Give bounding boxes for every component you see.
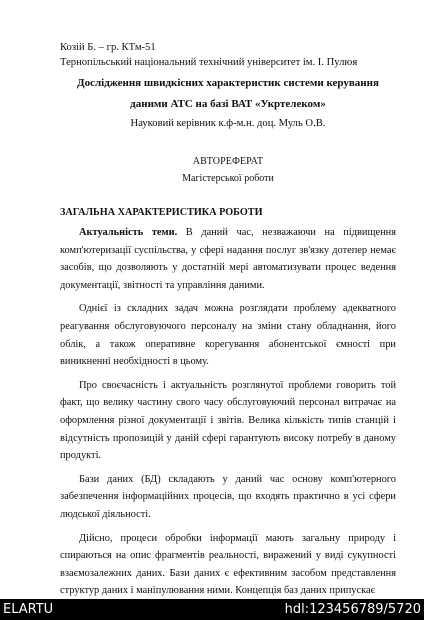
paragraph-relevance bbox=[60, 224, 396, 294]
university-line: Тернопільський національний технічний університет ім. І. Пулюя bbox=[60, 57, 358, 68]
paragraph-text: В даний час, незважаючи на підвищення комп'ютеризації суспільства, у сфері надання послуг зв'язку дотепер немає засобів, що дозволяють у достатній мері автоматизувати процес ведення документації, звітності та управління даними. bbox=[60, 227, 397, 291]
document-subtype: Магістерської роботи bbox=[182, 173, 274, 184]
supervisor-line: Науковий керівник к.ф-м.н. доц. Муль О.В. bbox=[130, 118, 326, 129]
document-content bbox=[60, 40, 396, 600]
handle-identifier: hdl:123456789/5720 bbox=[284, 602, 421, 617]
paper-title-line-1: Дослідження швидкісних характеристик системи керування bbox=[77, 77, 379, 89]
author-line: Козій Б. – гр. КТм-51 bbox=[60, 42, 156, 53]
document-type: АВТОРЕФЕРАТ bbox=[192, 156, 264, 167]
paper-title bbox=[60, 73, 396, 115]
paper-title-line-2: даними АТС на базі ВАТ «Укртелеком» bbox=[130, 98, 326, 110]
paragraph-2: Однієї із складних задач можна розглядати проблему адекватного реагування обслуговуючого персоналу на зміни стану обладнання, його облік, а також оперативне корегування абонентської ємності при виникненні необхідності в цьому. bbox=[60, 303, 396, 368]
section-heading: ЗАГАЛЬНА ХАРАКТЕРИСТИКА РОБОТИ bbox=[60, 207, 263, 218]
paragraph-lead: Актуальність теми. bbox=[79, 227, 178, 238]
repository-name: ELARTU bbox=[3, 602, 54, 617]
paragraph-5: Дійсно, процеси обробки інформації мають загальну природу і спираються на опис фрагментів реальності, виражений у виді сукупності взаємозалежних даних. Бази даних є ефективним засобом представлення структур даних і маніпулювання ними. Концепція баз даних припускає bbox=[60, 532, 396, 597]
repository-footer-bar bbox=[0, 599, 424, 620]
paragraph-3: Про своєчасність і актуальність розглянутої проблеми говорить той факт, що велику частину свого часу обслуговуючий персонал витрачає на оформлення різної документації і звітів. Велика кількість типів станцій і відсутність пропозицій у даній сфері гарантують високу потребу в даному продукті. bbox=[60, 379, 396, 462]
paragraph-4: Бази даних (БД) складають у даний час основу комп'ютерного забезпечення інформаційних процесів, що входять практично в усі сфери людської діяльності. bbox=[60, 473, 396, 520]
